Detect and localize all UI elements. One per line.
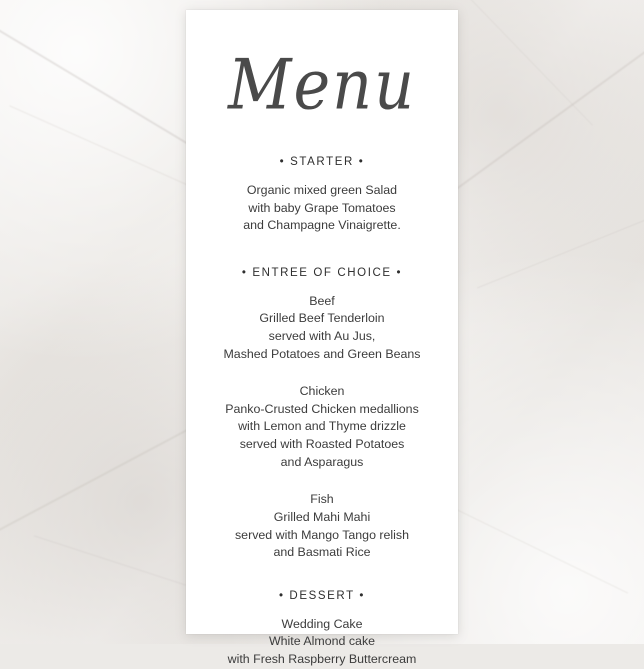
course-name: Fish bbox=[310, 492, 334, 507]
course-line: Grilled Mahi Mahi bbox=[273, 509, 371, 524]
menu-card bbox=[186, 10, 458, 666]
course-line: Wedding Cake bbox=[281, 616, 363, 631]
marble-vein bbox=[9, 105, 210, 196]
course-line: and Asparagus bbox=[280, 454, 364, 469]
section-heading-dessert: • DESSERT • bbox=[279, 589, 365, 602]
course-starter bbox=[204, 182, 440, 235]
course-line: and Champagne Vinaigrette. bbox=[243, 218, 401, 233]
course-fish bbox=[204, 491, 440, 561]
menu-card-content bbox=[186, 10, 458, 666]
menu-title: Menu bbox=[227, 43, 417, 126]
course-name: Beef bbox=[309, 293, 335, 308]
section-heading-entree: • ENTREE OF CHOICE • bbox=[241, 266, 403, 279]
course-beef bbox=[204, 293, 440, 363]
course-line: served with Au Jus, bbox=[268, 329, 376, 344]
course-line: with baby Grape Tomatoes bbox=[248, 200, 396, 215]
course-line: Grilled Beef Tenderloin bbox=[259, 311, 385, 326]
course-line: Organic mixed green Salad bbox=[246, 183, 398, 197]
course-line: with Lemon and Thyme drizzle bbox=[238, 419, 406, 434]
course-line: Panko-Crusted Chicken medallions bbox=[225, 401, 419, 416]
course-line: White Almond cake bbox=[268, 634, 376, 649]
course-line: served with Roasted Potatoes bbox=[239, 437, 405, 452]
marble-vein bbox=[477, 213, 644, 289]
marble-vein bbox=[444, 44, 644, 199]
marble-vein bbox=[467, 0, 593, 126]
section-heading-starter: • STARTER • bbox=[279, 156, 365, 168]
course-line: Mashed Potatoes and Green Beans bbox=[223, 346, 421, 361]
course-chicken bbox=[204, 383, 440, 471]
course-line: with Fresh Raspberry Buttercream bbox=[227, 651, 417, 666]
course-dessert bbox=[204, 616, 440, 669]
course-name: Chicken bbox=[299, 384, 345, 399]
marble-vein bbox=[34, 535, 186, 585]
course-line: served with Mango Tango relish bbox=[234, 527, 410, 542]
course-line: and Basmati Rice bbox=[273, 545, 371, 560]
